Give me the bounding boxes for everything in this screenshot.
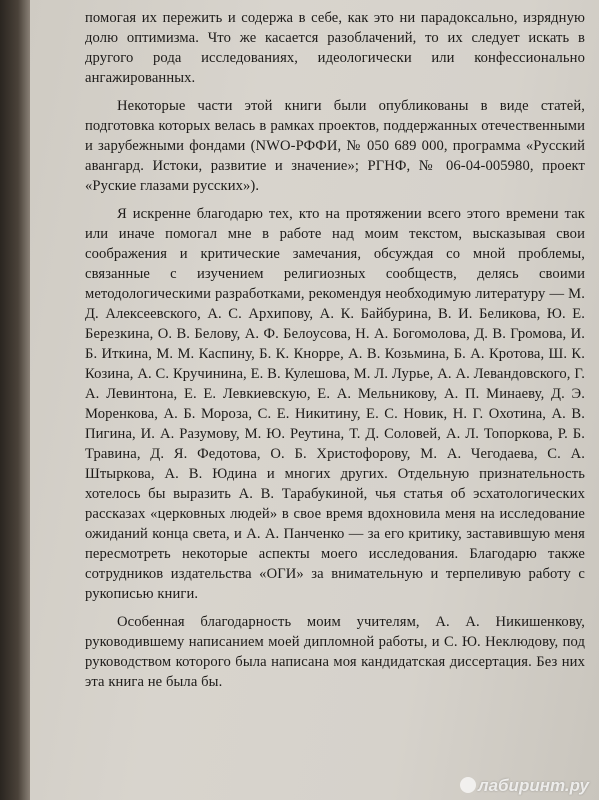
paragraph-2: Некоторые части этой книги были опубликованы в виде статей, подготовка которых велась в рамках проектов, поддержанных отечественными и зарубежными фондами (NWO-РФФИ, № 050 689 000, программа «Русский авангард. Истоки, развитие и значение»; РГНФ, № 06-04-005980, проект «Руские глазами русских»).: [85, 98, 585, 194]
page-text: [85, 8, 585, 700]
book-page: [30, 0, 599, 800]
watermark: [460, 776, 589, 796]
labirint-logo-icon: [460, 777, 476, 793]
paragraph-3: Я искренне благодарю тех, кто на протяжении всего этого времени так или иначе помогал мне в работе над моим текстом, высказывая свои соображения и критические замечания, обсуждая со мной проблемы, связанные с изучением религиозных сообществ, делясь своими методологическими разработками, рекомендуя необходимую литературу — М. Д. Алексеевского, А. С. Архипову, А. К. Байбурина, В. И. Беликова, Ю. Е. Березкина, О. В. Белову, А. Ф. Белоусова, Н. А. Богомолова, Д. В. Громова, И. Б. Иткина, М. М. Каспину, Б. К. Кнорре, А. В. Козьмина, Б. А. Кротова, Ш. К. Козина, А. С. Кручинина, Е. В. Кулешова, М. Л. Лурье, А. А. Левандовского, Г. А. Левинтона, Е. Е. Левкиевскую, Е. А. Мельникову, А. П. Минаеву, Д. Э. Моренкова, А. Б. Мороза, С. Е. Никитину, Е. С. Новик, Н. Г. Охотина, А. В. Пигина, И. А. Разумову, М. Ю. Реутина, Т. Д. Соловей, А. Л. Топоркова, Р. Б. Травина, Д. Я. Федотова, О. Б. Христофорову, М. А. Чегодаева, С. А. Штыркова, А. В. Юдина и многих других. Отдельную признательность хотелось бы выразить А. В. Тарабукиной, чья статья об эсхатологических рассказах «церковных людей» в свое время вдохновила меня на исследование ожиданий конца света, и А. А. Панченко — за его критику, заставившую меня пересмотреть некоторые аспекты моего исследования. Благодарю также сотрудников издательства «ОГИ» за внимательную и терпеливую работу с рукописью книги.: [85, 206, 585, 602]
watermark-text: лабиринт.ру: [478, 776, 589, 795]
paragraph-1: помогая их пережить и содержа в себе, как это ни парадоксально, изрядную долю оптимизма. Что же касается разоблачений, то их следует искать в другого рода исследованиях, идеологически или конфессионально ангажированных.: [85, 10, 585, 86]
book-gutter-shadow: [0, 0, 30, 800]
paragraph-4: Особенная благодарность моим учителям, А. А. Никишенкову, руководившему написанием моей дипломной работы, и С. Ю. Неклюдову, под руководством которого была написана моя кандидатская диссертация. Без них эта книга не была бы.: [85, 614, 585, 690]
